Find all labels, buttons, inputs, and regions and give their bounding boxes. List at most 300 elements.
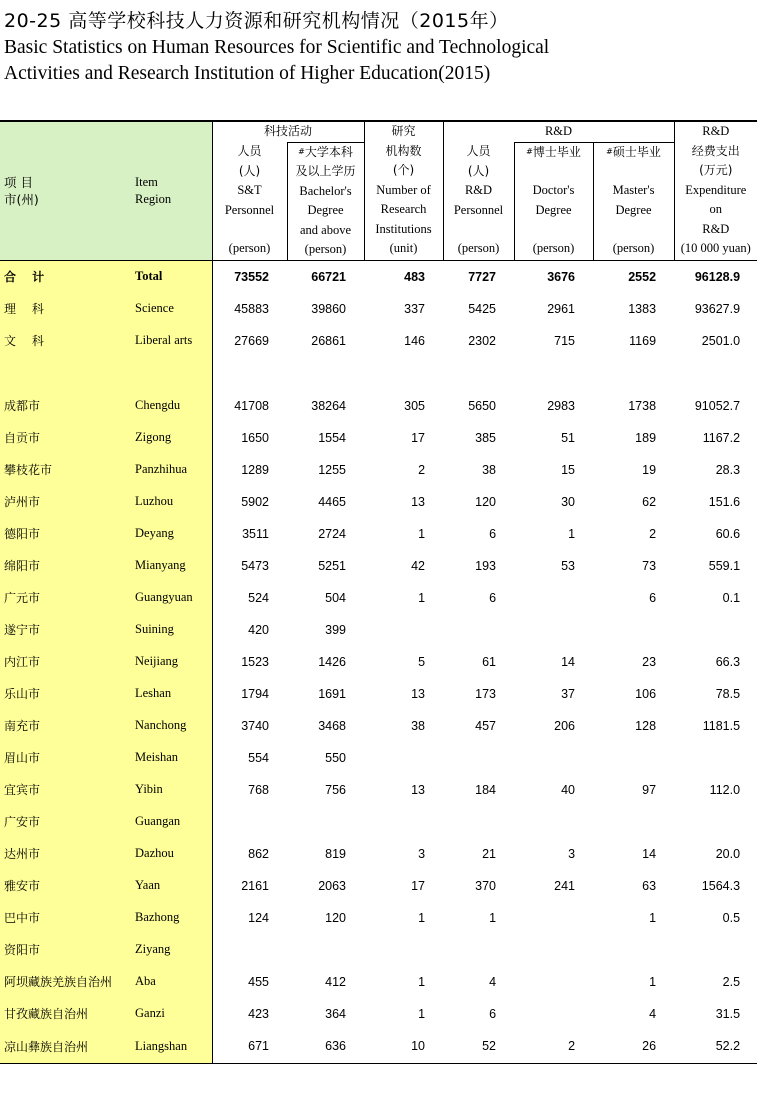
page-title-en-line1: Basic Statistics on Human Resources for Scientific and Technological [4,37,550,58]
row-region-cn: 凉山彝族自治州 [0,1030,131,1064]
header-region-cn-line2: 市(州) [4,191,39,207]
cell-master: 189 [635,430,657,445]
page-title-cn: 20-25 高等学校科技人力资源和研究机构情况（2015年） [4,10,509,32]
row-region-en: Aba [131,966,212,998]
cell-institutions: 13 [411,686,426,701]
header-bachelor-en2: Degree [307,203,344,217]
header-rd-en2: Personnel [453,202,504,217]
cell-bachelor: 504 [325,590,347,605]
table-row [0,902,757,934]
cell-institutions: 38 [411,718,426,733]
header-rd-unit-en: (person) [457,241,500,255]
cell-rd-personnel: 5650 [468,398,497,413]
cell-bachelor: 66721 [311,269,347,284]
table-row [0,838,757,870]
cell-rd-personnel: 6 [489,1006,497,1021]
cell-st-personnel: 524 [248,590,269,605]
header-master-en1: Master's [612,183,655,197]
table-row [0,293,757,325]
cell-expenditure: 91052.7 [694,398,741,413]
cell-master: 1383 [628,301,657,316]
cell-master: 1169 [629,333,657,348]
cell-st-personnel: 1523 [241,654,269,669]
table-row [0,454,757,486]
header-doctor-mark: # [526,146,533,156]
cell-doctor: 2 [514,1030,593,1064]
statistics-table [0,120,757,1064]
row-region-en: Dazhou [131,838,212,870]
cell-bachelor: 2724 [318,526,347,541]
cell-expenditure: 1167.2 [702,430,741,445]
cell-expenditure: 96128.9 [694,269,741,284]
table-row [0,390,757,422]
cell-expenditure [674,934,757,966]
cell-institutions: 13 [411,494,426,509]
cell-expenditure: 60.6 [715,526,741,541]
cell-rd-personnel: 385 [475,430,497,445]
cell-rd-personnel: 6 [489,590,497,605]
cell-doctor: 3676 [547,269,576,284]
cell-rd-personnel [443,614,514,646]
cell-expenditure: 66.3 [715,654,741,669]
header-institutions-unit-en: (unit) [389,241,418,255]
table-row [0,806,757,838]
cell-master: 14 [642,846,657,861]
row-region-en: Luzhou [131,486,212,518]
cell-st-personnel: 768 [248,782,269,797]
cell-master [593,806,674,838]
cell-bachelor: 756 [325,782,347,797]
cell-rd-personnel: 457 [475,718,497,733]
cell-master: 63 [642,878,657,893]
table-row [0,998,757,1030]
cell-rd-personnel: 21 [482,846,497,861]
cell-institutions: 1 [418,1006,426,1021]
header-region-cn [0,121,131,260]
row-region-cn: 遂宁市 [0,614,131,646]
cell-rd-personnel: 52 [443,1030,514,1064]
header-master-mark: # [606,146,613,156]
cell-rd-personnel: 184 [475,782,497,797]
cell-rd-personnel: 193 [475,558,497,573]
header-master-en2: Degree [615,202,652,217]
cell-institutions: 1 [418,590,426,605]
cell-master: 26 [593,1030,674,1064]
header-st-en2: Personnel [224,202,275,217]
cell-master: 1738 [628,398,657,413]
cell-doctor: 715 [554,333,576,348]
header-st-group-label: 科技活动 [264,124,313,138]
cell-master: 73 [642,558,657,573]
spacer-cell [212,357,287,390]
row-region-en: Total [131,260,212,293]
header-expenditure-en0: R&D [702,124,730,138]
cell-institutions: 1 [418,974,426,989]
cell-doctor [514,806,593,838]
header-institutions-en3: Institutions [375,221,432,236]
cell-institutions [364,614,443,646]
table-header [0,121,757,260]
header-region-en-line1: Item [135,174,158,189]
header-rd-cn: 人员 [466,144,491,158]
cell-bachelor: 550 [325,750,347,765]
header-doctor-unit: (person) [532,241,575,255]
cell-st-personnel: 3740 [241,718,269,733]
table-row [0,710,757,742]
cell-institutions: 1 [418,526,426,541]
row-region-cn: 内江市 [0,646,131,678]
row-region-en: Suining [131,614,212,646]
row-region-cn: 达州市 [0,838,131,870]
cell-st-personnel: 41708 [234,398,269,413]
cell-doctor: 15 [561,462,576,477]
row-region-en: Panzhihua [131,454,212,486]
spacer-row [0,357,757,390]
cell-doctor: 37 [561,686,576,701]
header-institutions-unit-cn: (个) [392,163,415,177]
header-rd-en1: R&D [464,183,493,197]
cell-st-personnel: 423 [248,1006,269,1021]
cell-st-personnel: 862 [248,846,269,861]
cell-master: 2552 [628,269,657,284]
row-region-en: Deyang [131,518,212,550]
cell-rd-personnel [443,934,514,966]
row-region-en: Bazhong [131,902,212,934]
cell-institutions: 146 [404,333,426,348]
spacer-cell [514,357,593,390]
row-region-en: Nanchong [131,710,212,742]
cell-st-personnel: 124 [248,910,269,925]
cell-doctor: 40 [561,782,576,797]
header-institutions [364,121,443,260]
cell-bachelor [287,934,364,966]
cell-master: 19 [642,462,657,477]
row-region-cn: 巴中市 [0,902,131,934]
cell-master: 1 [649,974,657,989]
header-st-personnel [212,142,287,260]
table-row [0,774,757,806]
spacer-cell [674,357,757,390]
row-region-en: Neijiang [131,646,212,678]
table-row [0,325,757,357]
cell-expenditure [674,614,757,646]
cell-institutions: 5 [418,654,426,669]
header-rd-group-label: R&D [544,124,573,138]
table-body [0,260,757,1063]
header-expenditure-en2: on [709,202,723,216]
header-region-en-line2: Region [135,191,172,206]
table-row [0,486,757,518]
cell-bachelor: 819 [325,846,347,861]
cell-rd-personnel: 1 [489,910,497,925]
cell-doctor [514,966,593,998]
cell-institutions: 17 [411,430,426,445]
header-bachelor-unit: (person) [304,242,347,256]
row-region-cn: 合 计 [0,260,131,293]
cell-expenditure: 2501.0 [701,333,741,348]
cell-st-personnel: 5473 [241,558,269,573]
header-doctor-en2: Degree [535,202,572,217]
header-expenditure-cn: 经费支出 [691,143,740,158]
table-row [0,1030,757,1064]
row-region-cn: 眉山市 [0,742,131,774]
cell-expenditure: 1181.5 [702,718,741,733]
cell-expenditure [674,742,757,774]
row-region-cn: 阿坝藏族羌族自治州 [0,966,131,998]
header-institutions-en2: Research [380,202,427,216]
cell-master: 106 [635,686,657,701]
cell-rd-personnel [443,742,514,774]
row-region-en: Zigong [131,422,212,454]
cell-master: 4 [649,1006,657,1021]
cell-bachelor: 1255 [318,462,347,477]
cell-institutions: 483 [404,269,426,284]
cell-institutions: 337 [404,301,426,316]
cell-st-personnel: 5902 [241,494,269,509]
row-region-cn: 德阳市 [0,518,131,550]
header-expenditure-en3: R&D [702,221,730,236]
cell-institutions: 305 [404,398,426,413]
table-row [0,870,757,902]
table-row [0,934,757,966]
cell-st-personnel: 1289 [241,462,269,477]
header-st-group [212,121,364,142]
cell-rd-personnel: 6 [489,526,497,541]
header-rd-personnel [443,142,514,260]
cell-master: 128 [635,718,657,733]
cell-bachelor: 26861 [311,333,347,348]
cell-doctor [514,902,593,934]
cell-institutions [364,934,443,966]
row-region-en: Guangyuan [131,582,212,614]
cell-master: 97 [642,782,657,797]
cell-rd-personnel: 2302 [468,333,497,348]
cell-st-personnel [212,806,287,838]
table-row [0,582,757,614]
cell-expenditure: 31.5 [715,1006,741,1021]
cell-institutions: 1 [418,910,426,925]
cell-doctor: 206 [554,718,576,733]
cell-bachelor: 1426 [318,654,347,669]
cell-doctor: 2983 [547,398,576,413]
cell-expenditure: 93627.9 [694,301,741,316]
row-region-en: Ziyang [131,934,212,966]
cell-rd-personnel: 7727 [468,269,497,284]
cell-st-personnel: 420 [248,622,269,637]
cell-doctor [514,614,593,646]
header-bachelor-mark: # [298,146,305,156]
cell-expenditure: 151.6 [708,494,741,509]
table-row [0,260,757,293]
header-master-cn: 硕士毕业 [612,144,661,159]
cell-bachelor: 38264 [311,398,347,413]
table-row [0,646,757,678]
header-rd-unit-cn: (人) [467,163,490,178]
cell-expenditure: 559.1 [708,558,741,573]
cell-doctor [514,998,593,1030]
cell-st-personnel: 3511 [242,526,269,541]
cell-rd-personnel: 120 [475,494,497,509]
row-region-en: Mianyang [131,550,212,582]
cell-rd-personnel: 4 [489,974,497,989]
row-region-en: Science [131,293,212,325]
cell-expenditure [674,806,757,838]
row-region-cn: 资阳市 [0,934,131,966]
row-region-cn: 理 科 [0,293,131,325]
cell-st-personnel: 1650 [241,430,269,445]
header-rd-group [443,121,674,142]
cell-doctor: 30 [561,494,576,509]
cell-master [593,742,674,774]
cell-bachelor: 364 [325,1006,347,1021]
cell-doctor [514,582,593,614]
table-row [0,742,757,774]
header-institutions-cn1: 研究 [391,124,416,138]
cell-rd-personnel: 38 [482,462,497,477]
cell-bachelor: 399 [325,622,347,637]
cell-st-personnel: 27669 [234,333,269,348]
row-region-cn: 宜宾市 [0,774,131,806]
header-bachelor-en1: Bachelor's [299,183,352,198]
row-region-cn: 甘孜藏族自治州 [0,998,131,1030]
cell-bachelor: 636 [287,1030,364,1064]
cell-doctor [514,742,593,774]
cell-rd-personnel: 370 [475,878,497,893]
cell-expenditure: 52.2 [674,1030,757,1064]
header-expenditure-en1: Expenditure [685,182,747,197]
row-region-cn: 成都市 [0,390,131,422]
cell-expenditure: 0.1 [722,590,741,605]
cell-st-personnel: 455 [248,974,269,989]
header-expenditure-unit-en: (10 000 yuan) [680,241,751,255]
cell-master: 1 [649,910,657,925]
cell-institutions: 42 [411,558,426,573]
cell-bachelor: 3468 [318,718,347,733]
header-doctor [514,142,593,260]
cell-bachelor: 412 [325,974,347,989]
header-st-cn: 人员 [237,144,262,158]
cell-st-personnel: 45883 [234,301,269,316]
row-region-en: Meishan [131,742,212,774]
table-row [0,614,757,646]
cell-bachelor: 5251 [318,558,347,573]
cell-st-personnel: 554 [248,750,269,765]
cell-institutions: 10 [364,1030,443,1064]
cell-institutions [364,806,443,838]
cell-st-personnel: 2161 [241,878,269,893]
cell-expenditure: 1564.3 [701,878,741,893]
cell-expenditure: 112.0 [709,782,741,797]
row-region-en: Liangshan [131,1030,212,1064]
header-expenditure-unit-cn: (万元) [699,163,733,177]
spacer-cell [131,357,212,390]
spacer-cell [0,357,131,390]
cell-master: 6 [649,590,657,605]
cell-rd-personnel: 173 [475,686,497,701]
header-master [593,142,674,260]
table-row [0,966,757,998]
header-institutions-cn2: 机构数 [385,143,422,158]
cell-institutions: 2 [418,462,426,477]
table-row [0,678,757,710]
cell-expenditure: 2.5 [722,974,741,989]
table-row [0,422,757,454]
header-bachelor-cn2: 及以上学历 [295,164,356,178]
cell-doctor: 53 [561,558,576,573]
row-region-cn: 雅安市 [0,870,131,902]
row-region-cn: 攀枝花市 [0,454,131,486]
row-region-en: Yibin [131,774,212,806]
cell-institutions: 3 [418,846,426,861]
cell-rd-personnel: 61 [482,654,497,669]
row-region-cn: 广元市 [0,582,131,614]
row-region-cn: 广安市 [0,806,131,838]
cell-bachelor: 39860 [311,301,347,316]
cell-bachelor: 2063 [318,878,347,893]
cell-doctor: 51 [561,430,576,445]
spacer-cell [593,357,674,390]
cell-doctor: 241 [554,878,576,893]
table-row [0,518,757,550]
cell-bachelor: 4465 [318,494,347,509]
cell-bachelor [287,806,364,838]
row-region-cn: 泸州市 [0,486,131,518]
row-region-en: Leshan [131,678,212,710]
cell-bachelor: 1691 [318,686,347,701]
row-region-cn: 自贡市 [0,422,131,454]
spacer-cell [287,357,364,390]
cell-institutions [364,742,443,774]
header-st-en1: S&T [237,183,262,197]
cell-doctor: 1 [568,526,576,541]
row-region-cn: 绵阳市 [0,550,131,582]
cell-master [593,934,674,966]
cell-master: 2 [649,526,657,541]
row-region-en: Guangan [131,806,212,838]
header-st-unit-en: (person) [228,241,271,255]
header-bachelor-en3: and above [299,222,352,237]
cell-bachelor: 1554 [318,430,347,445]
header-institutions-en1: Number of [376,182,431,197]
cell-institutions: 17 [411,878,426,893]
cell-st-personnel: 1794 [241,686,269,701]
cell-bachelor: 120 [325,910,347,925]
row-region-cn: 乐山市 [0,678,131,710]
table-row [0,550,757,582]
page-title-en-line2: Activities and Research Institution of Higher Education(2015) [4,63,491,84]
header-st-unit-cn: (人) [238,163,261,178]
cell-st-personnel: 671 [212,1030,287,1064]
header-region-cn-line1: 项 目 [4,174,33,190]
cell-doctor: 2961 [547,301,576,316]
cell-doctor [514,934,593,966]
row-region-en: Liberal arts [131,325,212,357]
row-region-cn: 南充市 [0,710,131,742]
cell-institutions: 13 [411,782,426,797]
cell-st-personnel: 73552 [234,269,269,284]
cell-master: 62 [642,494,657,509]
cell-st-personnel [212,934,287,966]
header-expenditure [674,121,757,260]
row-region-en: Chengdu [131,390,212,422]
row-region-en: Yaan [131,870,212,902]
cell-expenditure: 20.0 [715,846,741,861]
cell-master [593,614,674,646]
header-doctor-cn: 博士毕业 [532,144,581,159]
cell-expenditure: 0.5 [722,910,741,925]
spacer-cell [364,357,443,390]
cell-master: 23 [642,654,657,669]
